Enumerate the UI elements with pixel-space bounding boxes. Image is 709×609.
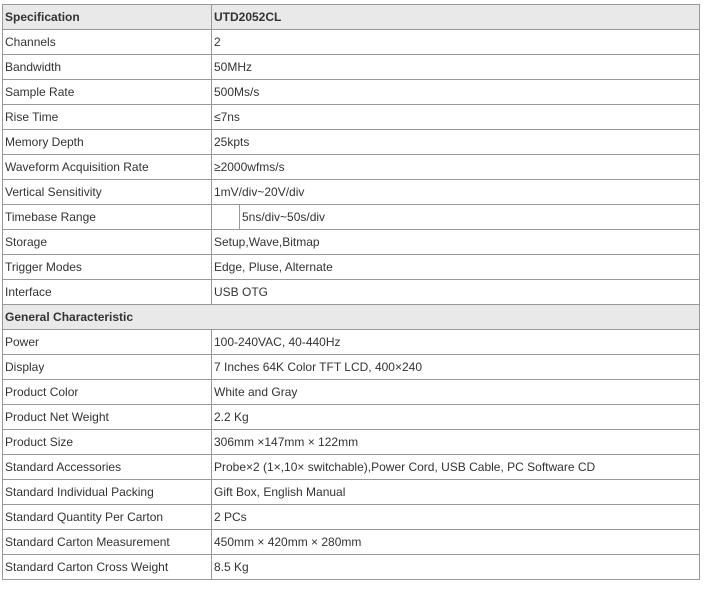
spec-label: Display: [3, 355, 212, 380]
header-spec-cell: Specification: [3, 5, 212, 30]
spec-value: USB OTG: [212, 280, 700, 305]
spec-value: 25kpts: [212, 130, 700, 155]
table-row: [3, 255, 700, 280]
spec-value: 8.5 Kg: [212, 555, 700, 580]
table-row: [3, 80, 700, 105]
table-row: [3, 155, 700, 180]
spec-value: 450mm × 420mm × 280mm: [212, 530, 700, 555]
spec-table: [2, 4, 700, 580]
spec-value: Probe×2 (1×,10× switchable),Power Cord, USB Cable, PC Software CD: [212, 455, 700, 480]
table-row: [3, 55, 700, 80]
spec-value: 2 PCs: [212, 505, 700, 530]
spec-label: Standard Carton Measurement: [3, 530, 212, 555]
table-row: [3, 405, 700, 430]
spec-value: 5ns/div~50s/div: [240, 205, 700, 230]
table-row: [3, 330, 700, 355]
spec-label: Bandwidth: [3, 55, 212, 80]
spec-value: Gift Box, English Manual: [212, 480, 700, 505]
spec-value: White and Gray: [212, 380, 700, 405]
empty-cell: [212, 205, 240, 230]
spec-label: Standard Quantity Per Carton: [3, 505, 212, 530]
spec-label: Waveform Acquisition Rate: [3, 155, 212, 180]
spec-value: Setup,Wave,Bitmap: [212, 230, 700, 255]
spec-label: Trigger Modes: [3, 255, 212, 280]
spec-value: Edge, Pluse, Alternate: [212, 255, 700, 280]
spec-label: Vertical Sensitivity: [3, 180, 212, 205]
table-row: [3, 380, 700, 405]
table-row: [3, 130, 700, 155]
table-row: [3, 430, 700, 455]
spec-label: Standard Individual Packing: [3, 480, 212, 505]
spec-label: Product Color: [3, 380, 212, 405]
spec-label: Power: [3, 330, 212, 355]
spec-label: Product Net Weight: [3, 405, 212, 430]
table-row: [3, 505, 700, 530]
spec-value: 50MHz: [212, 55, 700, 80]
spec-label: Sample Rate: [3, 80, 212, 105]
spec-label: Memory Depth: [3, 130, 212, 155]
spec-value: 306mm ×147mm × 122mm: [212, 430, 700, 455]
spec-value: 7 Inches 64K Color TFT LCD, 400×240: [212, 355, 700, 380]
table-row: [3, 555, 700, 580]
spec-value: ≥2000wfms/s: [212, 155, 700, 180]
table-row: [3, 455, 700, 480]
table-row: [3, 205, 700, 230]
spec-label: Product Size: [3, 430, 212, 455]
spec-label: Timebase Range: [3, 205, 212, 230]
spec-label: Rise Time: [3, 105, 212, 130]
spec-value: 100-240VAC, 40-440Hz: [212, 330, 700, 355]
spec-value: 2.2 Kg: [212, 405, 700, 430]
table-row: [3, 530, 700, 555]
spec-label: Standard Carton Cross Weight: [3, 555, 212, 580]
spec-value: 1mV/div~20V/div: [212, 180, 700, 205]
spec-value: 2: [212, 30, 700, 55]
table-row: [3, 105, 700, 130]
section-header-row: [3, 305, 700, 330]
table-row: [3, 180, 700, 205]
spec-label: Standard Accessories: [3, 455, 212, 480]
table-row: [3, 480, 700, 505]
table-row: [3, 280, 700, 305]
spec-label: Channels: [3, 30, 212, 55]
spec-label: Interface: [3, 280, 212, 305]
table-header-row: [3, 5, 700, 30]
table-row: [3, 355, 700, 380]
table-row: [3, 30, 700, 55]
table-row: [3, 230, 700, 255]
spec-label: Storage: [3, 230, 212, 255]
header-model-cell: UTD2052CL: [212, 5, 700, 30]
spec-value: ≤7ns: [212, 105, 700, 130]
section-title: General Characteristic: [3, 305, 700, 330]
spec-value: 500Ms/s: [212, 80, 700, 105]
